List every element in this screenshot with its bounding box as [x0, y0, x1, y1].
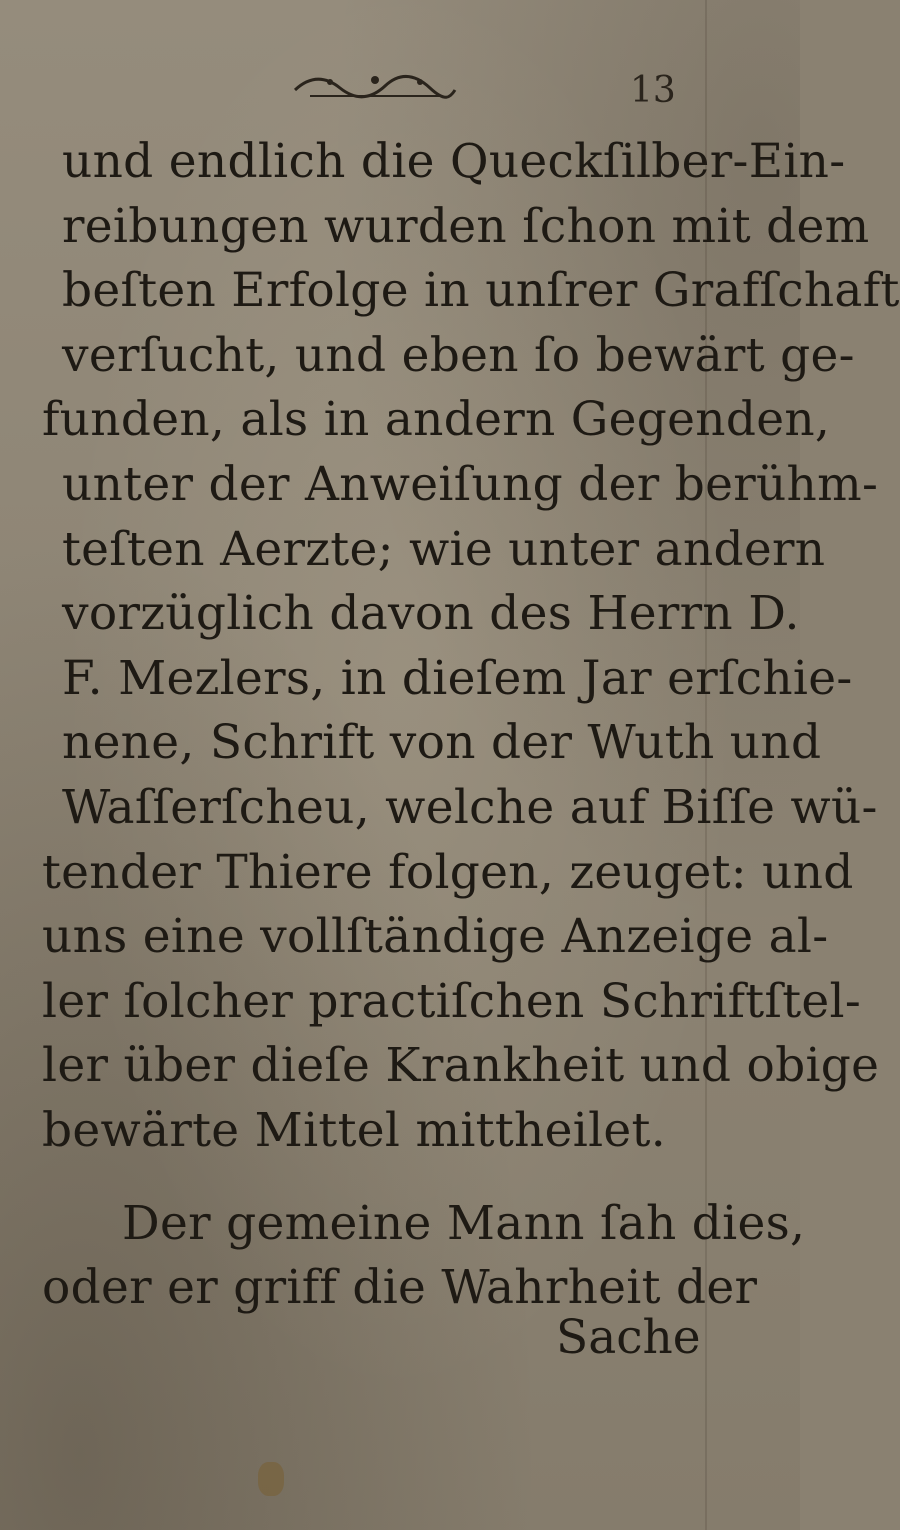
text-line: beſten Erfolge in unſrer Grafſchaft: [62, 263, 900, 319]
text-line: tender Thiere folgen, zeuget: und: [42, 844, 854, 900]
text-line: Waſſerſcheu, welche auf Biſſe wü-: [62, 779, 878, 835]
text-line: ler über dieſe Krankheit und obige: [42, 1038, 880, 1094]
text-line: ler ſolcher practiſchen Schriftſtel-: [42, 973, 862, 1029]
body-text: [40, 130, 900, 1321]
text-line: unter der Anweiſung der berühm-: [62, 456, 879, 512]
text-line: nene, Schrift von der Wuth und: [62, 715, 822, 771]
text-line: uns eine vollſtändige Anzeige al-: [42, 909, 829, 965]
text-line: vorzüglich davon des Herrn D.: [62, 586, 800, 642]
paragraph-gap: [40, 1164, 740, 1192]
paper-stain: [258, 1462, 284, 1496]
text-line: bewärte Mittel mittheilet.: [42, 1102, 666, 1158]
text-line: Der gemeine Mann ſah dies,: [122, 1195, 806, 1251]
text-line: verſucht, und eben ſo bewärt ge-: [62, 327, 855, 383]
text-line: teſten Aerzte; wie unter andern: [62, 521, 826, 577]
catchword: Sache: [556, 1310, 701, 1365]
text-line: funden, als in andern Gegenden,: [42, 392, 831, 448]
text-line: F. Mezlers, in dieſem Jar erſchie-: [62, 650, 853, 706]
text-line: oder er griff die Wahrheit der: [42, 1260, 758, 1316]
text-line: und endlich die Queckſilber-Ein-: [62, 134, 846, 189]
text-line: reibungen wurden ſchon mit dem: [62, 198, 870, 254]
header-ornament-icon: [290, 70, 460, 106]
page-number: 13: [630, 70, 676, 111]
